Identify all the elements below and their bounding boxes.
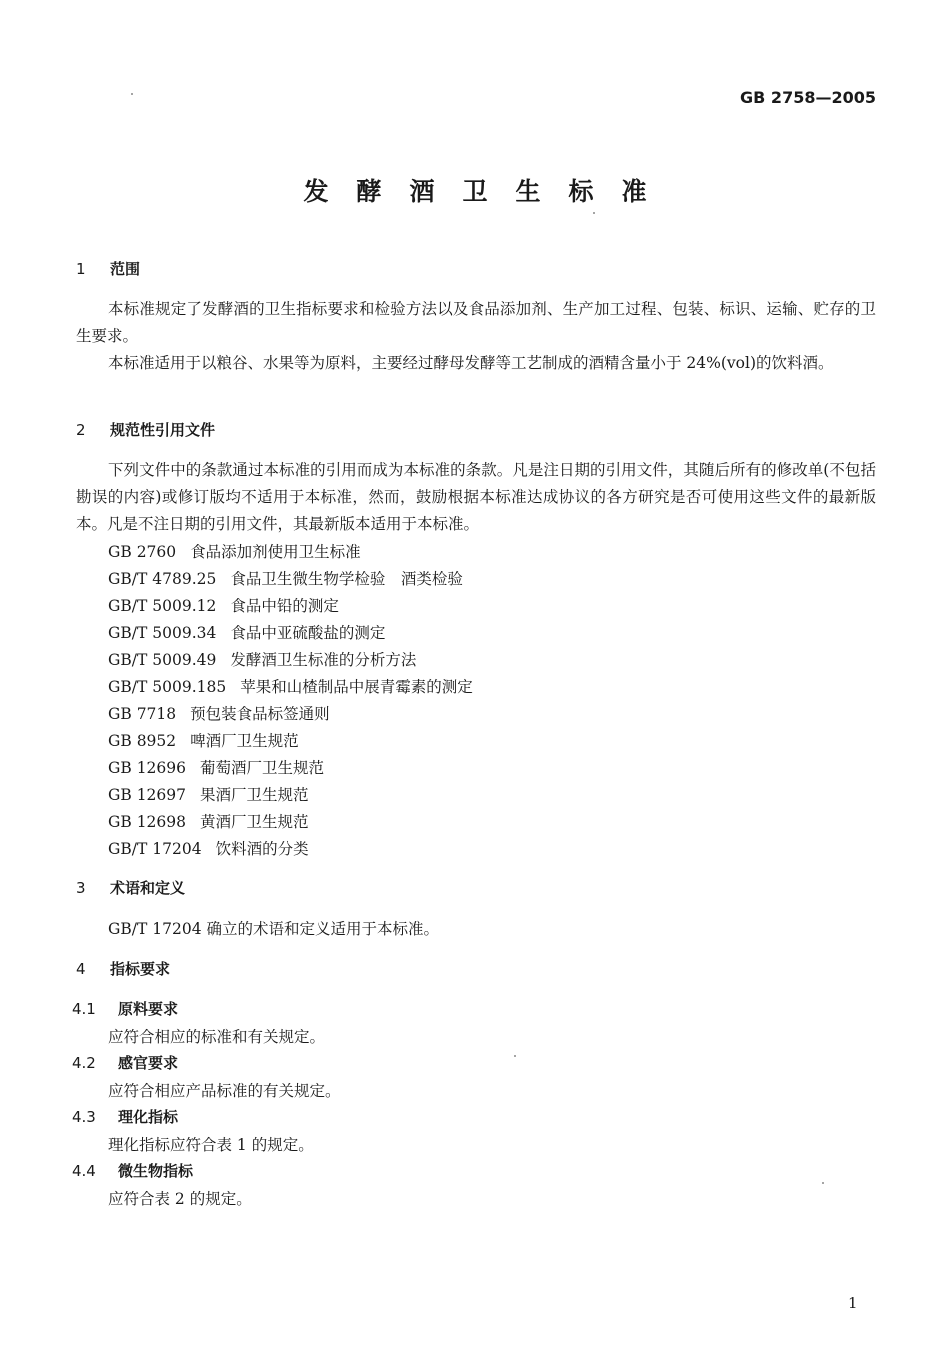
reference-code: GB/T 5009.12 xyxy=(108,597,217,615)
section-4-heading xyxy=(76,958,170,979)
subsection-number: 4.2 xyxy=(72,1054,96,1072)
section-title: 术语和定义 xyxy=(110,879,186,897)
reference-item xyxy=(108,540,361,562)
reference-item xyxy=(108,594,339,616)
reference-item xyxy=(108,567,463,589)
reference-item xyxy=(108,837,309,859)
subsection-heading xyxy=(72,1052,178,1073)
standard-number: GB 2758—2005 xyxy=(740,88,876,107)
subsection-title: 原料要求 xyxy=(118,1000,179,1018)
reference-name: 葡萄酒厂卫生规范 xyxy=(200,759,325,777)
reference-item xyxy=(108,783,309,805)
reference-name: 啤酒厂卫生规范 xyxy=(190,732,299,750)
reference-code: GB/T 5009.34 xyxy=(108,624,217,642)
scope-paragraph-2: 本标准适用于以粮谷、水果等为原料，主要经过酵母发酵等工艺制成的酒精含量小于 24%(vol)的饮料酒。 xyxy=(108,354,834,372)
reference-name: 食品添加剂使用卫生标准 xyxy=(190,543,361,561)
scope-paragraph-1: 本标准规定了发酵酒的卫生指标要求和检验方法以及食品添加剂、生产加工过程、包装、标识、运输、贮存的卫生要求。 xyxy=(76,300,876,345)
reference-item xyxy=(108,702,330,724)
reference-item xyxy=(108,756,324,778)
normative-refs-intro: 下列文件中的条款通过本标准的引用而成为本标准的条款。凡是注日期的引用文件，其随后所有的修改单(不包括勘误的内容)或修订版均不适用于本标准，然而，鼓励根据本标准达成协议的各方研究是否可使用这些文件的最新版本。凡是不注日期的引用文件，其最新版本适用于本标准。 xyxy=(76,461,876,533)
reference-name: 黄酒厂卫生规范 xyxy=(200,813,309,831)
terms-text: GB/T 17204 确立的术语和定义适用于本标准。 xyxy=(108,920,439,938)
subsection-number: 4.3 xyxy=(72,1108,96,1126)
subsection-number: 4.4 xyxy=(72,1162,96,1180)
section-title: 指标要求 xyxy=(110,960,171,978)
subsection-text: 理化指标应符合表 1 的规定。 xyxy=(108,1136,314,1154)
subsection-text: 应符合相应产品标准的有关规定。 xyxy=(108,1082,341,1100)
reference-name: 食品卫生微生物学检验 酒类检验 xyxy=(230,570,463,588)
reference-code: GB/T 4789.25 xyxy=(108,570,217,588)
scan-speck xyxy=(514,1055,516,1057)
reference-name: 预包装食品标签通则 xyxy=(190,705,330,723)
reference-name: 食品中铅的测定 xyxy=(230,597,339,615)
subsection-number: 4.1 xyxy=(72,1000,96,1018)
section-number: 4 xyxy=(76,960,86,978)
reference-code: GB 12698 xyxy=(108,813,187,831)
document-title: 发酵酒卫生标准 xyxy=(303,177,675,206)
reference-code: GB/T 17204 xyxy=(108,840,202,858)
section-title: 规范性引用文件 xyxy=(110,421,216,439)
reference-name: 食品中亚硫酸盐的测定 xyxy=(230,624,386,642)
reference-item xyxy=(108,648,416,670)
subsection-title: 感官要求 xyxy=(118,1054,179,1072)
section-number: 1 xyxy=(76,260,86,278)
reference-code: GB 12697 xyxy=(108,786,187,804)
scan-speck xyxy=(822,1182,824,1184)
subsection-title: 理化指标 xyxy=(118,1108,179,1126)
reference-item xyxy=(108,621,385,643)
section-1-heading xyxy=(76,258,140,279)
reference-item xyxy=(108,810,309,832)
section-number: 3 xyxy=(76,879,86,897)
reference-item xyxy=(108,729,299,751)
subsection-heading xyxy=(72,1106,178,1127)
subsection-text: 应符合相应的标准和有关规定。 xyxy=(108,1028,326,1046)
reference-name: 苹果和山楂制品中展青霉素的测定 xyxy=(240,678,473,696)
reference-code: GB 2760 xyxy=(108,543,177,561)
section-number: 2 xyxy=(76,421,86,439)
reference-code: GB 12696 xyxy=(108,759,187,777)
section-2-heading xyxy=(76,419,215,440)
reference-name: 饮料酒的分类 xyxy=(215,840,309,858)
reference-code: GB/T 5009.49 xyxy=(108,651,217,669)
scan-speck xyxy=(593,212,595,214)
subsection-text: 应符合表 2 的规定。 xyxy=(108,1190,252,1208)
reference-name: 果酒厂卫生规范 xyxy=(200,786,309,804)
subsection-title: 微生物指标 xyxy=(118,1162,194,1180)
page-number: 1 xyxy=(848,1294,858,1312)
section-title: 范围 xyxy=(110,260,141,278)
reference-code: GB 7718 xyxy=(108,705,177,723)
subsection-heading xyxy=(72,998,178,1019)
reference-name: 发酵酒卫生标准的分析方法 xyxy=(230,651,417,669)
section-3-heading xyxy=(76,877,185,898)
reference-item xyxy=(108,675,473,697)
reference-code: GB 8952 xyxy=(108,732,177,750)
scan-speck xyxy=(131,93,133,95)
reference-code: GB/T 5009.185 xyxy=(108,678,227,696)
subsection-heading xyxy=(72,1160,193,1181)
